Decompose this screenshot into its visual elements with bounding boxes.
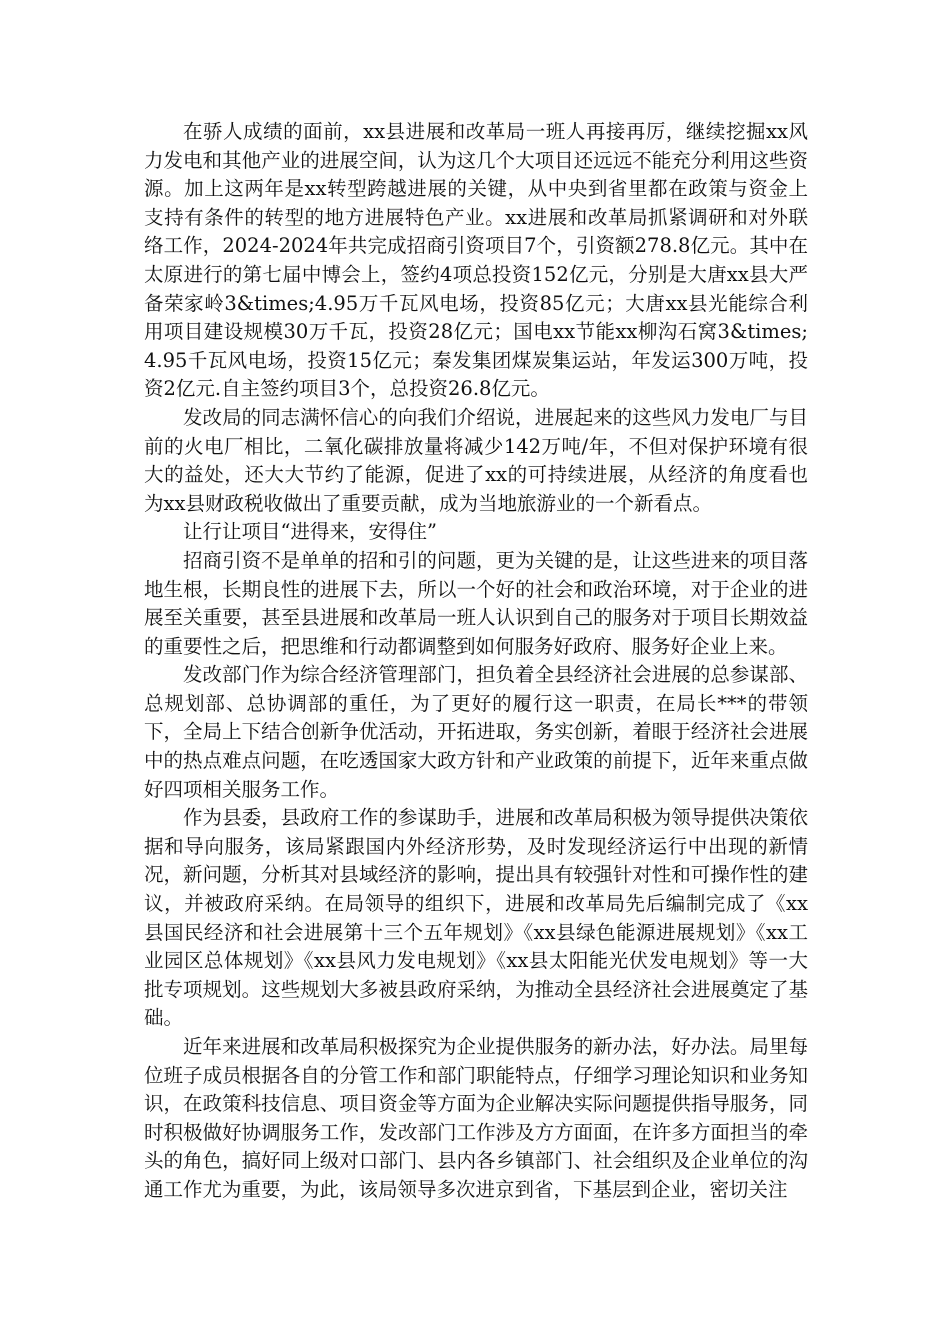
- section-heading: 让行让项目“进得来，安得住”: [183, 520, 437, 544]
- paragraph-investment-results: 在骄人成绩的面前，xx县进展和改革局一班人再接再厉，继续挖掘xx风力发电和其他产业的进展空间，认为这几个大项目还远远不能充分利用这些资源。加上这两年是xx转型跨越进展的关键，从中央到省里都在政策与资金上支持有条件的转型的地方进展特色产业。xx进展和改革局抓紧调研和对外联络工作，2024-2024年共完成招商引资项目7个，引资额278.8亿元。其中在太原进行的第七届中博会上，签约4项总投资152亿元，分别是大唐xx县大严备荣家岭3&times;4.95万千瓦风电场，投资85亿元；大唐xx县光能综合利用项目建设规模30万千瓦，投资28亿元；国电xx节能xx柳沟石窝3&times;4.95千瓦风电场，投资15亿元；秦发集团煤炭集运站，年发运300万吨，投资2亿元.自主签约项目3个，总投资26.8亿元。: [144, 120, 808, 401]
- paragraph-investment-environment: 招商引资不是单单的招和引的问题，更为关键的是，让这些进来的项目落地生根，长期良性的进展下去，所以一个好的社会和政治环境，对于企业的进展至关重要，甚至县进展和改革局一班人认识到自己的服务对于项目长期效益的重要性之后，把思维和行动都调整到如何服务好政府、服务好企业上来。: [144, 548, 808, 658]
- document-body: [144, 118, 808, 1205]
- paragraph-enterprise-services: 近年来进展和改革局积极探究为企业提供服务的新办法，好办法。局里每位班子成员根据各自的分管工作和部门职能特点，仔细学习理论知识和业务知识，在政策科技信息、项目资金等方面为企业解决实际问题提供指导服务，同时积极做好协调服务工作，发改部门工作涉及方方面面，在许多方面担当的牵头的角色，搞好同上级对口部门、县内各乡镇部门、社会组织及企业单位的沟通工作尤为重要，为此，该局领导多次进京到省，下基层到企业，密切关注: [144, 1035, 808, 1201]
- paragraph-department-role: 发改部门作为综合经济管理部门，担负着全县经济社会进展的总参谋部、总规划部、总协调部的重任，为了更好的履行这一职责，在局长***的带领下，全局上下结合创新争优活动，开拓进取，务实创新，着眼于经济社会进展中的热点难点问题，在吃透国家大政方针和产业政策的前提下，近年来重点做好四项相关服务工作。: [144, 663, 808, 801]
- paragraph-wind-power-benefits: 发改局的同志满怀信心的向我们介绍说，进展起来的这些风力发电厂与目前的火电厂相比，二氧化碳排放量将减少142万吨/年，不但对保护环境有很大的益处，还大大节约了能源，促进了xx的可持续进展，从经济的角度看也为xx县财政税收做出了重要贡献，成为当地旅游业的一个新看点。: [144, 405, 808, 515]
- paragraph-planning-services: 作为县委，县政府工作的参谋助手，进展和改革局积极为领导提供决策依据和导向服务，该局紧跟国内外经济形势，及时发现经济运行中出现的新情况，新问题，分析其对县域经济的影响，提出具有较强针对性和可操作性的建议，并被政府采纳。在局领导的组织下，进展和改革局先后编制完成了《xx县国民经济和社会进展第十三个五年规划》《xx县绿色能源进展规划》《xx工业园区总体规划》《xx县风力发电规划》《xx县太阳能光伏发电规划》等一大批专项规划。这些规划大多被县政府采纳，为推动全县经济社会进展奠定了基础。: [144, 806, 808, 1030]
